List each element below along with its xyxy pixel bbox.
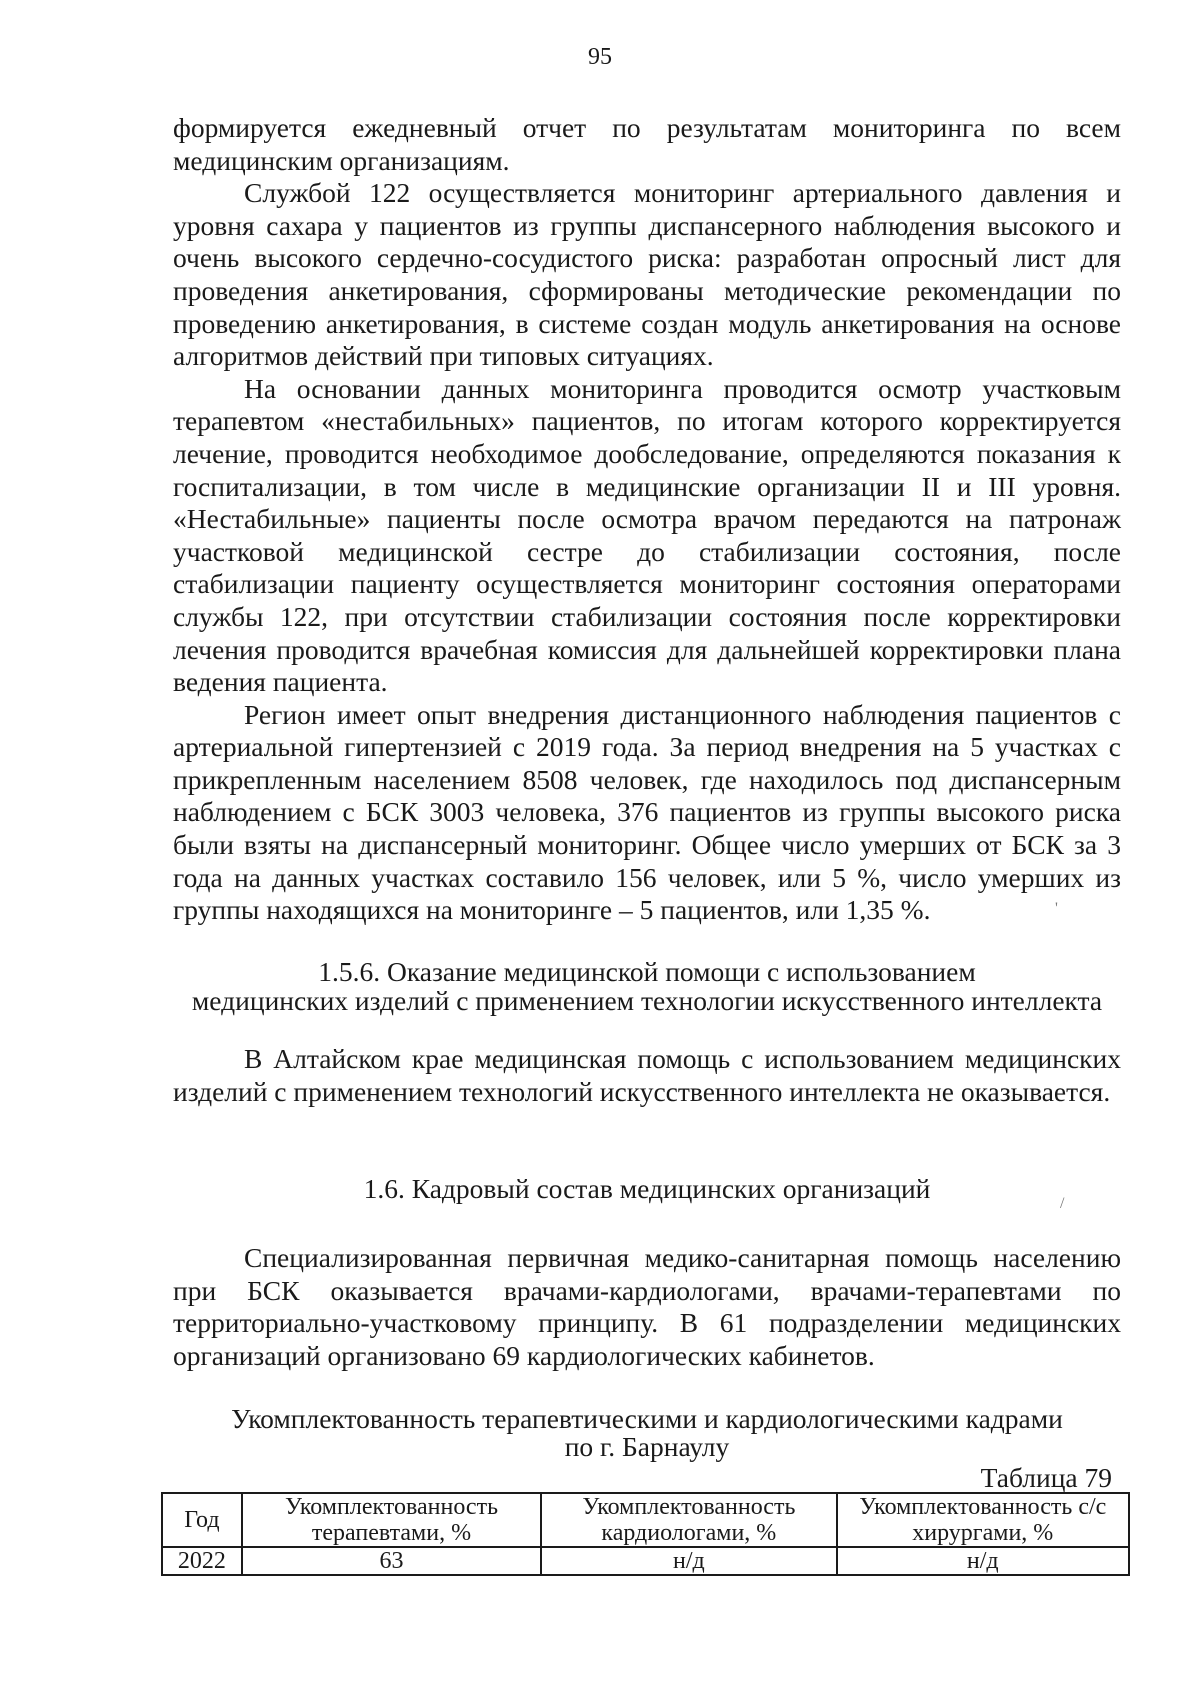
table-caption-line2: по г. Барнаулу xyxy=(564,1431,730,1462)
header-year: Год xyxy=(162,1493,242,1547)
section-1-6-heading: 1.6. Кадровый состав медицинских организаций xyxy=(363,1173,931,1204)
paragraph-continuation: формируется ежедневный отчет по результатам мониторинга по всем медицинским организациям. xyxy=(173,112,1121,176)
page-number: 95 xyxy=(588,44,612,70)
paragraph-monitoring-results: На основании данных мониторинга проводится осмотр участковым терапевтом «нестабильных» пациентов, по итогам которого корректируется лечение, проводится необходимое дообследование, определяются показания к госпитализации, в том числе в медицинские организации II и III уровня. «Нестабильные» пациенты после осмотра врачом передаются на патронаж участковой медицинской сестре до стабилизации состояния, после стабилизации пациенту осуществляется мониторинг состояния операторами службы 122, при отсутствии стабилизации состояния после корректировки лечения проводится врачебная комиссия для дальнейшей корректировки плана ведения пациента. xyxy=(173,372,1121,698)
section-1-6-text: Специализированная первичная медико-санитарная помощь населению при БСК оказывается врачами-кардиологами, врачами-терапевтами по территориально-участковому принципу. В 61 подразделении медицинских организаций организовано 69 кардиологических кабинетов. xyxy=(173,1242,1121,1371)
header-therapists: Укомплектованность терапевтами, % xyxy=(242,1493,541,1547)
scan-speck: / xyxy=(1060,1195,1065,1212)
section-1-5-6-heading-line2: медицинских изделий с применением технологии искусственного интеллекта xyxy=(191,985,1103,1016)
table-caption xyxy=(150,1405,1144,1461)
section-1-5-6-heading xyxy=(150,957,1144,1015)
cell-therapists: 63 xyxy=(242,1547,541,1575)
table-caption-line1: Укомплектованность терапевтическими и кардиологическими кадрами xyxy=(231,1403,1063,1434)
paragraph-remote-monitoring: Регион имеет опыт внедрения дистанционного наблюдения пациентов с артериальной гипертензией с 2019 года. За период внедрения на 5 участках с прикрепленным населением 8508 человек, где находилось под диспансерным наблюдением с БСК 3003 человека, 376 пациентов из группы высокого риска были взяты на диспансерный мониторинг. Общее число умерших от БСК за 3 года на данных участках составило 156 человек, или 5 %, число умерших из группы находящихся на мониторинге – 5 пациентов, или 1,35 %. xyxy=(173,698,1121,926)
header-surgeons: Укомплектованность с/с хирургами, % xyxy=(837,1493,1129,1547)
section-1-5-6-text: В Алтайском крае медицинская помощь с использованием медицинских изделий с применением технологий искусственного интеллекта не оказывается. xyxy=(173,1043,1121,1107)
table-label: Таблица 79 xyxy=(980,1462,1112,1493)
section-1-5-6-text-block xyxy=(173,1043,1121,1108)
cell-surgeons: н/д xyxy=(837,1547,1129,1575)
table-header-row xyxy=(162,1493,1129,1547)
cell-cardiologists: н/д xyxy=(541,1547,836,1575)
section-1-6-text-block xyxy=(173,1242,1121,1372)
scan-speck: ' xyxy=(1055,900,1058,917)
section-1-5-6-heading-line1: 1.5.6. Оказание медицинской помощи с использованием xyxy=(318,956,976,987)
paragraph-service-122: Службой 122 осуществляется мониторинг артериального давления и уровня сахара у пациентов из группы диспансерного наблюдения высокого и очень высокого сердечно-сосудистого риска: разработан опросный лист для проведения анкетирования, сформированы методические рекомендации по проведению анкетирования, в системе создан модуль анкетирования на основе алгоритмов действий при типовых ситуациях. xyxy=(173,177,1121,372)
main-text xyxy=(173,112,1121,927)
cell-year: 2022 xyxy=(162,1547,242,1575)
header-cardiologists: Укомплектованность кардиологами, % xyxy=(541,1493,836,1547)
table-row xyxy=(162,1547,1129,1575)
staffing-table xyxy=(161,1492,1130,1576)
